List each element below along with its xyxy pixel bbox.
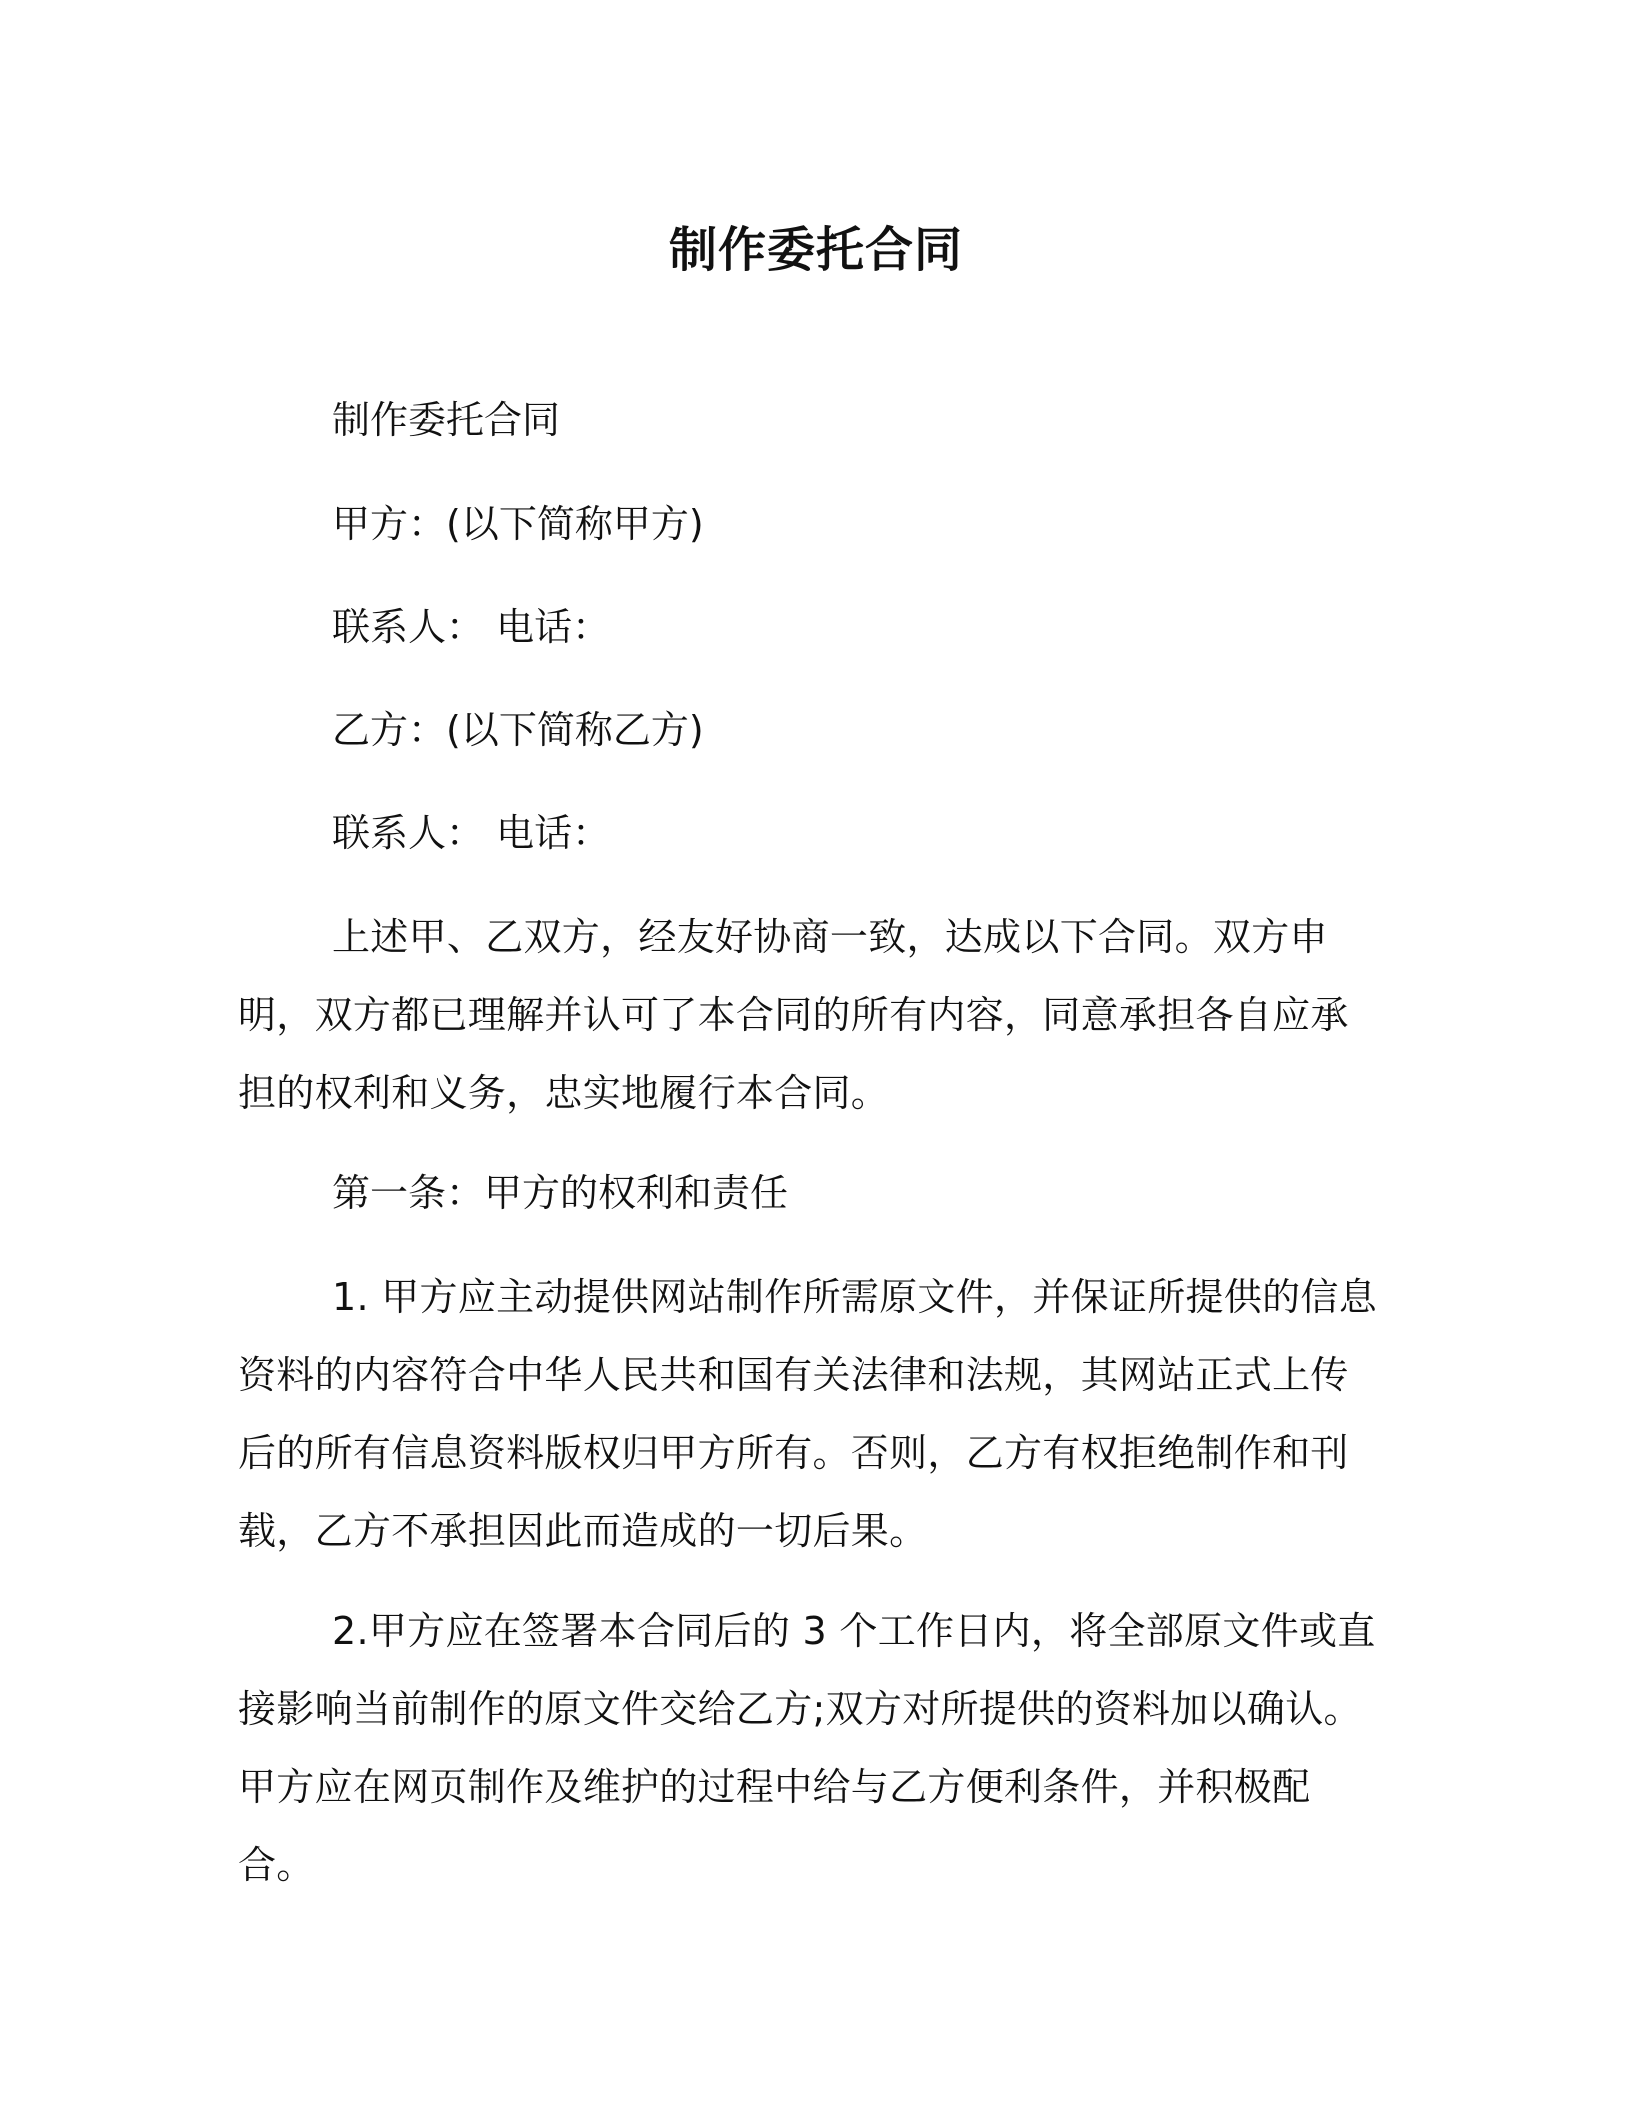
party-b-contact-line: 联系人： 电话：: [332, 811, 611, 855]
party-a-line: 甲方：(以下简称甲方): [332, 502, 704, 546]
preamble-paragraph: 上述甲、乙双方，经友好协商一致，达成以下合同。双方申明，双方都已理解并认可了本合同的所有内容，同意承担各自应承担的权利和义务，忠实地履行本合同。: [238, 915, 1349, 1115]
party-b-line: 乙方：(以下简称乙方): [332, 708, 704, 752]
document-title: 制作委托合同: [668, 222, 963, 278]
contract-name-line: 制作委托合同: [332, 398, 561, 442]
article-1-heading: 第一条：甲方的权利和责任: [332, 1171, 789, 1215]
article-1-item-1: 1. 甲方应主动提供网站制作所需原文件，并保证所提供的信息资料的内容符合中华人民共和国有关法律和法规，其网站正式上传后的所有信息资料版权归甲方所有。否则，乙方有权拒绝制作和刊载，乙方不承担因此而造成的一切后果。: [238, 1275, 1378, 1553]
party-a-contact-line: 联系人： 电话：: [332, 605, 611, 649]
article-1-item-2: 2.甲方应在签署本合同后的 3 个工作日内，将全部原文件或直接影响当前制作的原文件交给乙方;双方对所提供的资料加以确认。甲方应在网页制作及维护的过程中给与乙方便利条件，并积极配合。: [238, 1609, 1376, 1887]
